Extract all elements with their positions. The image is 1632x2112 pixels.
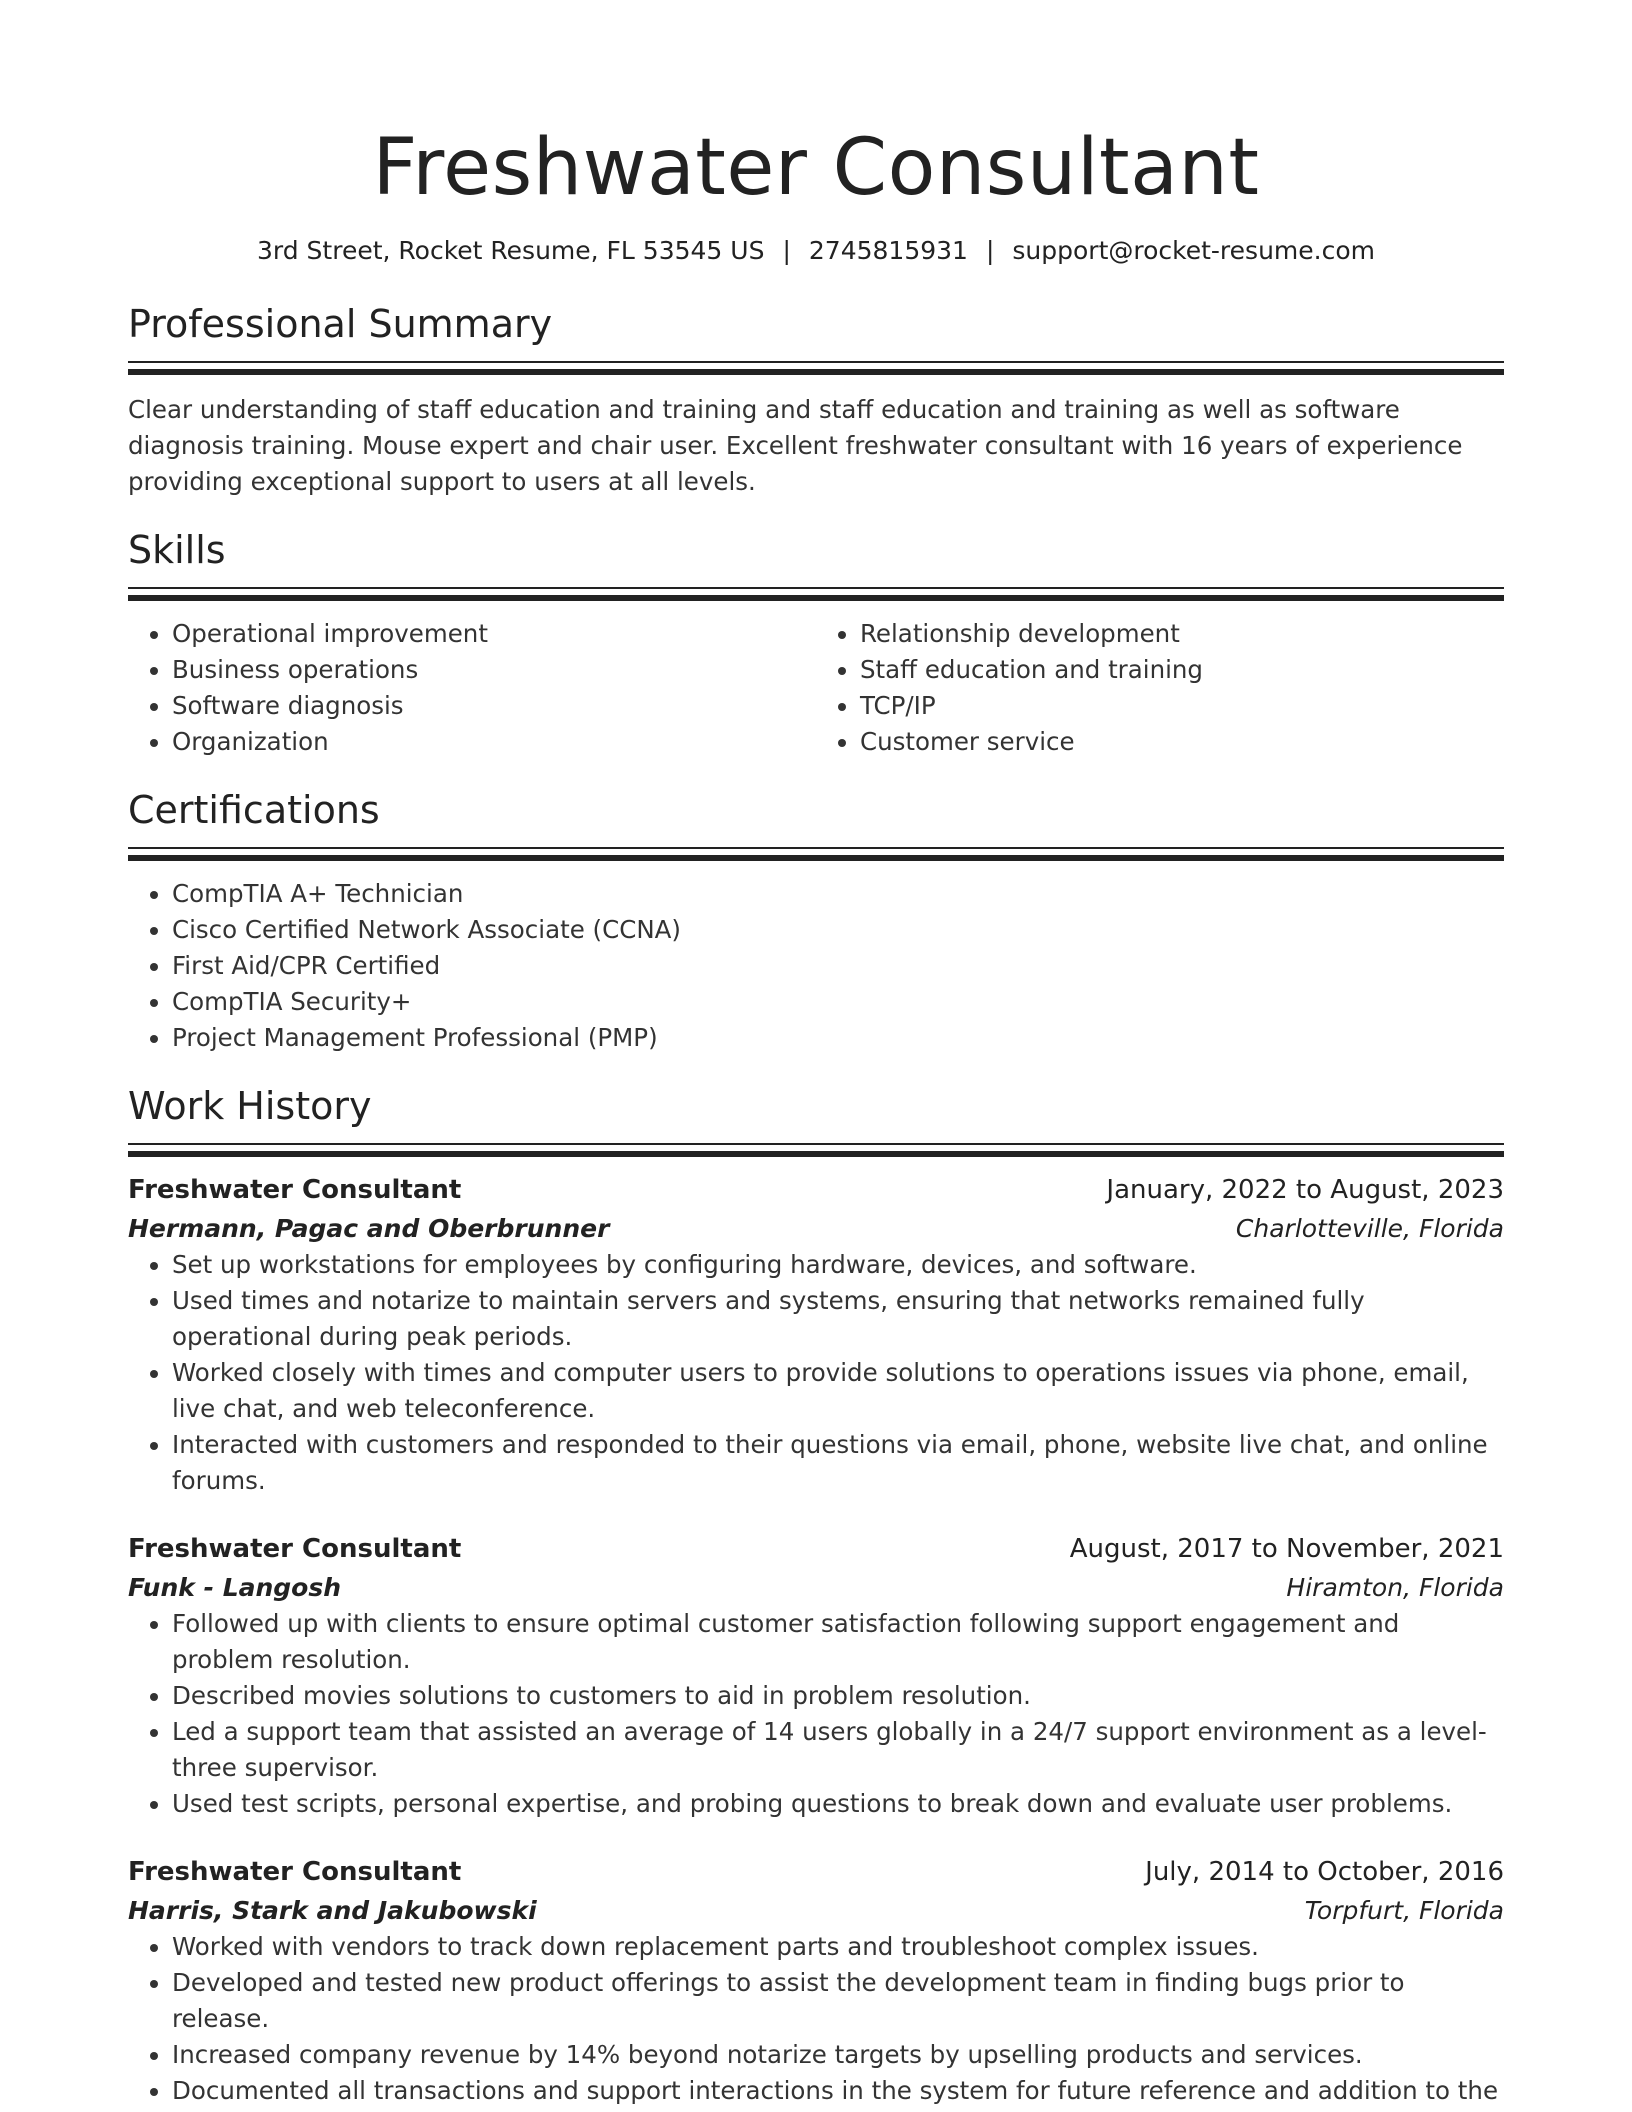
job-bullet: • Documented all transactions and support interactions in the system for future reference and addition to the bbox=[172, 2073, 1504, 2109]
job-bullet: • Described movies solutions to customers to aid in problem resolution. bbox=[172, 1678, 1504, 1714]
job-header bbox=[128, 1531, 1504, 1567]
section-divider bbox=[128, 1143, 1504, 1158]
job-company: Funk - Langosh bbox=[128, 1573, 342, 1602]
job-company: Hermann, Pagac and Oberbrunner bbox=[128, 1214, 610, 1243]
job-bullet: • Increased company revenue by 14% beyond notarize targets by upselling products and services. bbox=[172, 2037, 1504, 2073]
certifications-list bbox=[128, 876, 1504, 1056]
job-bullet: • Developed and tested new product offerings to assist the development team in finding bugs prior to release. bbox=[172, 1965, 1504, 2037]
job-subheader bbox=[128, 1893, 1504, 1929]
job-location: Torpfurt, Florida bbox=[1304, 1896, 1504, 1925]
section-title-summary: Professional Summary bbox=[128, 302, 553, 346]
summary-text: Clear understanding of staff education and training and staff education and training as well as software diagnosis training. Mouse expert and chair user. Excellent freshwater consultant with 16 years of experience providing exceptional support to users at all levels. bbox=[128, 395, 1463, 496]
skill-item: • Operational improvement bbox=[172, 616, 816, 652]
certification-item: • Cisco Certified Network Associate (CCNA) bbox=[172, 912, 1504, 948]
skills-list-right bbox=[816, 616, 1504, 760]
section-divider bbox=[128, 361, 1504, 376]
skill-item: • Staff education and training bbox=[860, 652, 1504, 688]
skill-item: • Software diagnosis bbox=[172, 688, 816, 724]
job-entry bbox=[128, 1531, 1504, 1822]
job-subheader bbox=[128, 1211, 1504, 1247]
skill-item: • TCP/IP bbox=[860, 688, 1504, 724]
section-title-certifications: Certifications bbox=[128, 788, 380, 832]
certifications-section bbox=[128, 786, 1504, 1056]
work-history-section bbox=[128, 1082, 1504, 2109]
job-bullet: • Worked with vendors to track down replacement parts and troubleshoot complex issues. bbox=[172, 1929, 1504, 1965]
job-location: Charlotteville, Florida bbox=[1235, 1214, 1504, 1243]
job-bullet: • Led a support team that assisted an average of 14 users globally in a 24/7 support environment as a level-three supervisor. bbox=[172, 1714, 1504, 1786]
job-title: Freshwater Consultant bbox=[128, 1857, 462, 1887]
job-bullets bbox=[128, 1606, 1504, 1822]
job-bullet: • Interacted with customers and responded to their questions via email, phone, website live chat, and online forums. bbox=[172, 1427, 1504, 1499]
contact-email: support@rocket-resume.com bbox=[1012, 236, 1375, 265]
contact-line bbox=[128, 234, 1504, 268]
skill-item: • Relationship development bbox=[860, 616, 1504, 652]
section-title-skills: Skills bbox=[128, 528, 226, 572]
job-bullets bbox=[128, 1929, 1504, 2109]
job-title: Freshwater Consultant bbox=[128, 1175, 462, 1205]
job-bullet: • Used times and notarize to maintain servers and systems, ensuring that networks remained fully operational during peak periods. bbox=[172, 1283, 1504, 1355]
job-title: Freshwater Consultant bbox=[128, 1534, 462, 1564]
job-dates: August, 2017 to November, 2021 bbox=[1069, 1534, 1504, 1564]
job-bullet: • Worked closely with times and computer users to provide solutions to operations issues via phone, email, live chat, and web teleconference. bbox=[172, 1355, 1504, 1427]
certification-item: • CompTIA A+ Technician bbox=[172, 876, 1504, 912]
job-location: Hiramton, Florida bbox=[1286, 1573, 1504, 1602]
section-divider bbox=[128, 587, 1504, 602]
skill-item: • Business operations bbox=[172, 652, 816, 688]
resume-name: Freshwater Consultant bbox=[372, 123, 1260, 213]
skill-item: • Customer service bbox=[860, 724, 1504, 760]
contact-phone: 2745815931 bbox=[808, 236, 968, 265]
skills-columns bbox=[128, 616, 1504, 760]
job-bullets bbox=[128, 1247, 1504, 1499]
contact-separator: | bbox=[985, 236, 995, 265]
job-entry bbox=[128, 1854, 1504, 2109]
job-bullet: • Used test scripts, personal expertise, and probing questions to break down and evaluate user problems. bbox=[172, 1786, 1504, 1822]
skills-list-left bbox=[128, 616, 816, 760]
section-divider bbox=[128, 847, 1504, 862]
contact-separator: | bbox=[782, 236, 791, 265]
certification-item: • CompTIA Security+ bbox=[172, 984, 1504, 1020]
job-header bbox=[128, 1854, 1504, 1890]
skill-item: • Organization bbox=[172, 724, 816, 760]
job-header bbox=[128, 1172, 1504, 1208]
job-company: Harris, Stark and Jakubowski bbox=[128, 1896, 537, 1925]
contact-address: 3rd Street, Rocket Resume, FL 53545 US bbox=[257, 236, 765, 265]
skills-section bbox=[128, 526, 1504, 760]
certification-item: • Project Management Professional (PMP) bbox=[172, 1020, 1504, 1056]
job-bullet: • Set up workstations for employees by configuring hardware, devices, and software. bbox=[172, 1247, 1504, 1283]
job-bullet: • Followed up with clients to ensure optimal customer satisfaction following support engagement and problem resolution. bbox=[172, 1606, 1504, 1678]
summary-section bbox=[128, 300, 1504, 500]
section-title-work-history: Work History bbox=[128, 1084, 372, 1128]
job-subheader bbox=[128, 1570, 1504, 1606]
job-dates: January, 2022 to August, 2023 bbox=[1106, 1175, 1504, 1205]
job-dates: July, 2014 to October, 2016 bbox=[1145, 1857, 1504, 1887]
certification-item: • First Aid/CPR Certified bbox=[172, 948, 1504, 984]
job-entry bbox=[128, 1172, 1504, 1499]
